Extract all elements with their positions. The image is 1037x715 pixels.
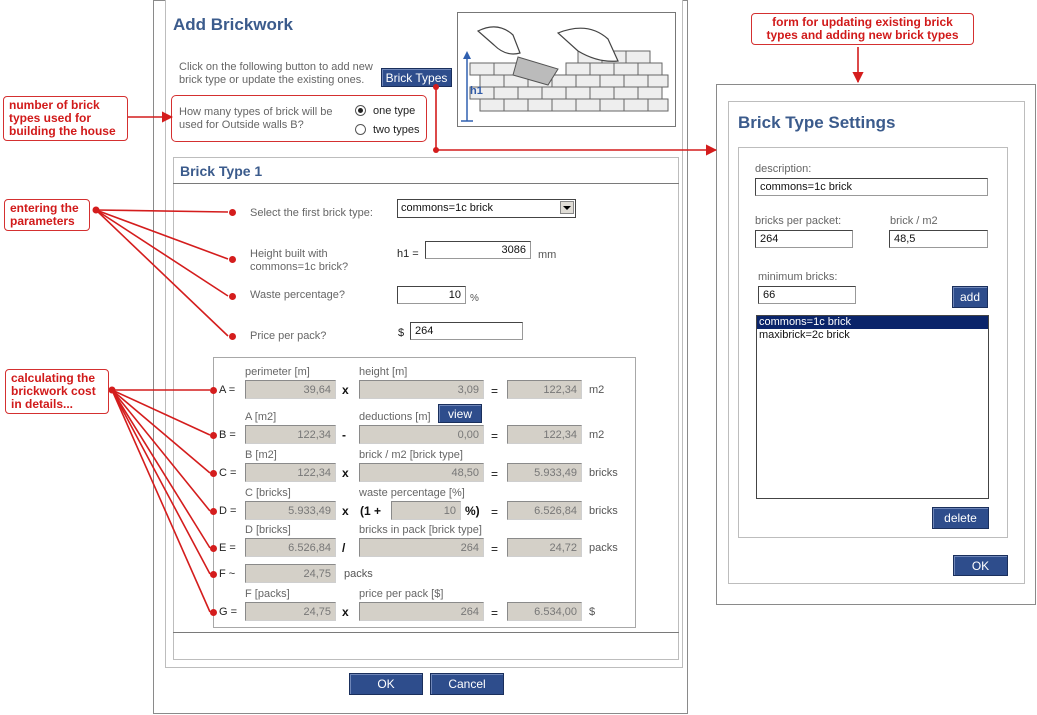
row-value-1: 122,34 xyxy=(245,463,336,482)
row-top-label-2: brick / m2 [brick type] xyxy=(359,449,463,461)
annotation-calc: calculating the brickwork cost in details... xyxy=(5,369,109,414)
row-operator: x xyxy=(342,605,349,619)
h1-unit: mm xyxy=(538,249,557,261)
ok-button[interactable]: OK xyxy=(349,673,423,695)
dialog-title: Add Brickwork xyxy=(173,15,293,34)
radio-two-types-label: two types xyxy=(373,124,420,136)
row-unit: bricks xyxy=(589,467,618,479)
row-top-label-2: waste percentage [%] xyxy=(359,487,465,499)
row-top-label-2: bricks in pack [brick type] xyxy=(359,524,482,536)
row-letter: F ~ xyxy=(219,568,236,580)
row-unit: m2 xyxy=(589,429,605,441)
min-bricks-label: minimum bricks: xyxy=(758,271,838,283)
cancel-button[interactable]: Cancel xyxy=(430,673,504,695)
radio-one-type-label: one type xyxy=(373,105,416,117)
row-operator: x xyxy=(342,504,349,518)
intro-text: Click on the following button to add new brick type or update the existing ones. xyxy=(179,61,373,86)
row-value-1: 122,34 xyxy=(245,425,336,444)
row-equals: = xyxy=(491,467,499,481)
min-bricks-input[interactable]: 66 xyxy=(758,286,856,304)
row-unit: packs xyxy=(344,568,373,580)
price-label: Price per pack? xyxy=(250,330,327,342)
row-equals: = xyxy=(491,542,499,556)
bricks-per-packet-input[interactable]: 264 xyxy=(755,230,853,248)
brick-m2-input[interactable]: 48,5 xyxy=(889,230,988,248)
row-top-label-1: perimeter [m] xyxy=(245,366,310,378)
description-input[interactable]: commons=1c brick xyxy=(755,178,988,196)
row-value-1: 24,75 xyxy=(245,564,336,583)
brick-types-button[interactable]: Brick Types xyxy=(381,68,452,87)
row-close-paren: %) xyxy=(465,504,480,518)
description-label: description: xyxy=(755,163,812,175)
row-value-2: 0,00 xyxy=(359,425,484,444)
row-letter: E = xyxy=(219,542,236,554)
delete-button[interactable]: delete xyxy=(932,507,989,529)
row-value-1: 5.933,49 xyxy=(245,501,336,520)
row-value-1: 6.526,84 xyxy=(245,538,336,557)
row-top-label-1: F [packs] xyxy=(245,588,290,600)
view-deductions-button[interactable]: view xyxy=(438,404,482,423)
row-result: 6.526,84 xyxy=(507,501,582,520)
row-top-label-2: height [m] xyxy=(359,366,408,378)
row-result: 122,34 xyxy=(507,425,582,444)
add-button[interactable]: add xyxy=(952,286,988,308)
price-currency: $ xyxy=(398,327,405,339)
h1-input[interactable]: 3086 xyxy=(425,241,531,259)
waste-unit: % xyxy=(470,293,479,304)
h1-diagram-label: h1 xyxy=(470,85,483,97)
row-operator: / xyxy=(342,541,346,555)
row-result: 5.933,49 xyxy=(507,463,582,482)
row-unit: bricks xyxy=(589,505,618,517)
price-input[interactable]: 264 xyxy=(410,322,523,340)
row-letter: D = xyxy=(219,505,237,517)
row-value-2: 10 xyxy=(391,501,461,520)
row-top-label-1: D [bricks] xyxy=(245,524,291,536)
row-result: 6.534,00 xyxy=(507,602,582,621)
bricks-per-packet-label: bricks per packet: xyxy=(755,215,842,227)
row-top-label-2: price per pack [$] xyxy=(359,588,444,600)
row-unit: $ xyxy=(589,606,596,618)
annotation-params: entering the parameters xyxy=(4,199,90,231)
row-letter: A = xyxy=(219,384,236,396)
waste-label: Waste percentage? xyxy=(250,289,345,301)
height-label: Height built with commons=1c brick? xyxy=(250,248,349,273)
row-result: 122,34 xyxy=(507,380,582,399)
row-top-label-2: deductions [m] xyxy=(359,411,431,423)
row-letter: B = xyxy=(219,429,236,441)
row-value-2: 264 xyxy=(359,538,484,557)
annotation-form: form for updating existing brick types and adding new brick types xyxy=(751,13,974,45)
row-operator: x xyxy=(342,383,349,397)
annotation-num-types: number of brick types used for building the house xyxy=(3,96,128,141)
section-title: Brick Type 1 xyxy=(180,163,263,179)
list-item[interactable]: commons=1c brick xyxy=(757,316,988,329)
brick-m2-label: brick / m2 xyxy=(890,215,938,227)
h1-label: h1 = xyxy=(397,248,419,260)
row-top-label-1: B [m2] xyxy=(245,449,277,461)
row-open-paren: (1 + xyxy=(360,504,382,518)
select-brick-label: Select the first brick type: xyxy=(250,207,373,219)
row-result: 24,72 xyxy=(507,538,582,557)
row-top-label-1: C [bricks] xyxy=(245,487,291,499)
row-operator: - xyxy=(342,428,346,442)
settings-ok-button[interactable]: OK xyxy=(953,555,1008,576)
row-top-label-1: A [m2] xyxy=(245,411,277,423)
brick-count-question: How many types of brick will be used for Outside walls B? xyxy=(179,106,333,131)
row-value-2: 3,09 xyxy=(359,380,484,399)
row-letter: G = xyxy=(219,606,238,618)
row-unit: m2 xyxy=(589,384,605,396)
list-item[interactable]: maxibrick=2c brick xyxy=(759,329,850,341)
row-unit: packs xyxy=(589,542,618,554)
row-value-2: 264 xyxy=(359,602,484,621)
row-equals: = xyxy=(491,505,499,519)
row-letter: C = xyxy=(219,467,237,479)
row-value-1: 39,64 xyxy=(245,380,336,399)
row-operator: x xyxy=(342,466,349,480)
row-value-2: 48,50 xyxy=(359,463,484,482)
waste-input[interactable]: 10 xyxy=(397,286,466,304)
row-equals: = xyxy=(491,606,499,620)
row-equals: = xyxy=(491,429,499,443)
settings-title: Brick Type Settings xyxy=(738,113,896,132)
row-equals: = xyxy=(491,384,499,398)
brick-type-select-value: commons=1c brick xyxy=(401,202,494,214)
row-value-1: 24,75 xyxy=(245,602,336,621)
